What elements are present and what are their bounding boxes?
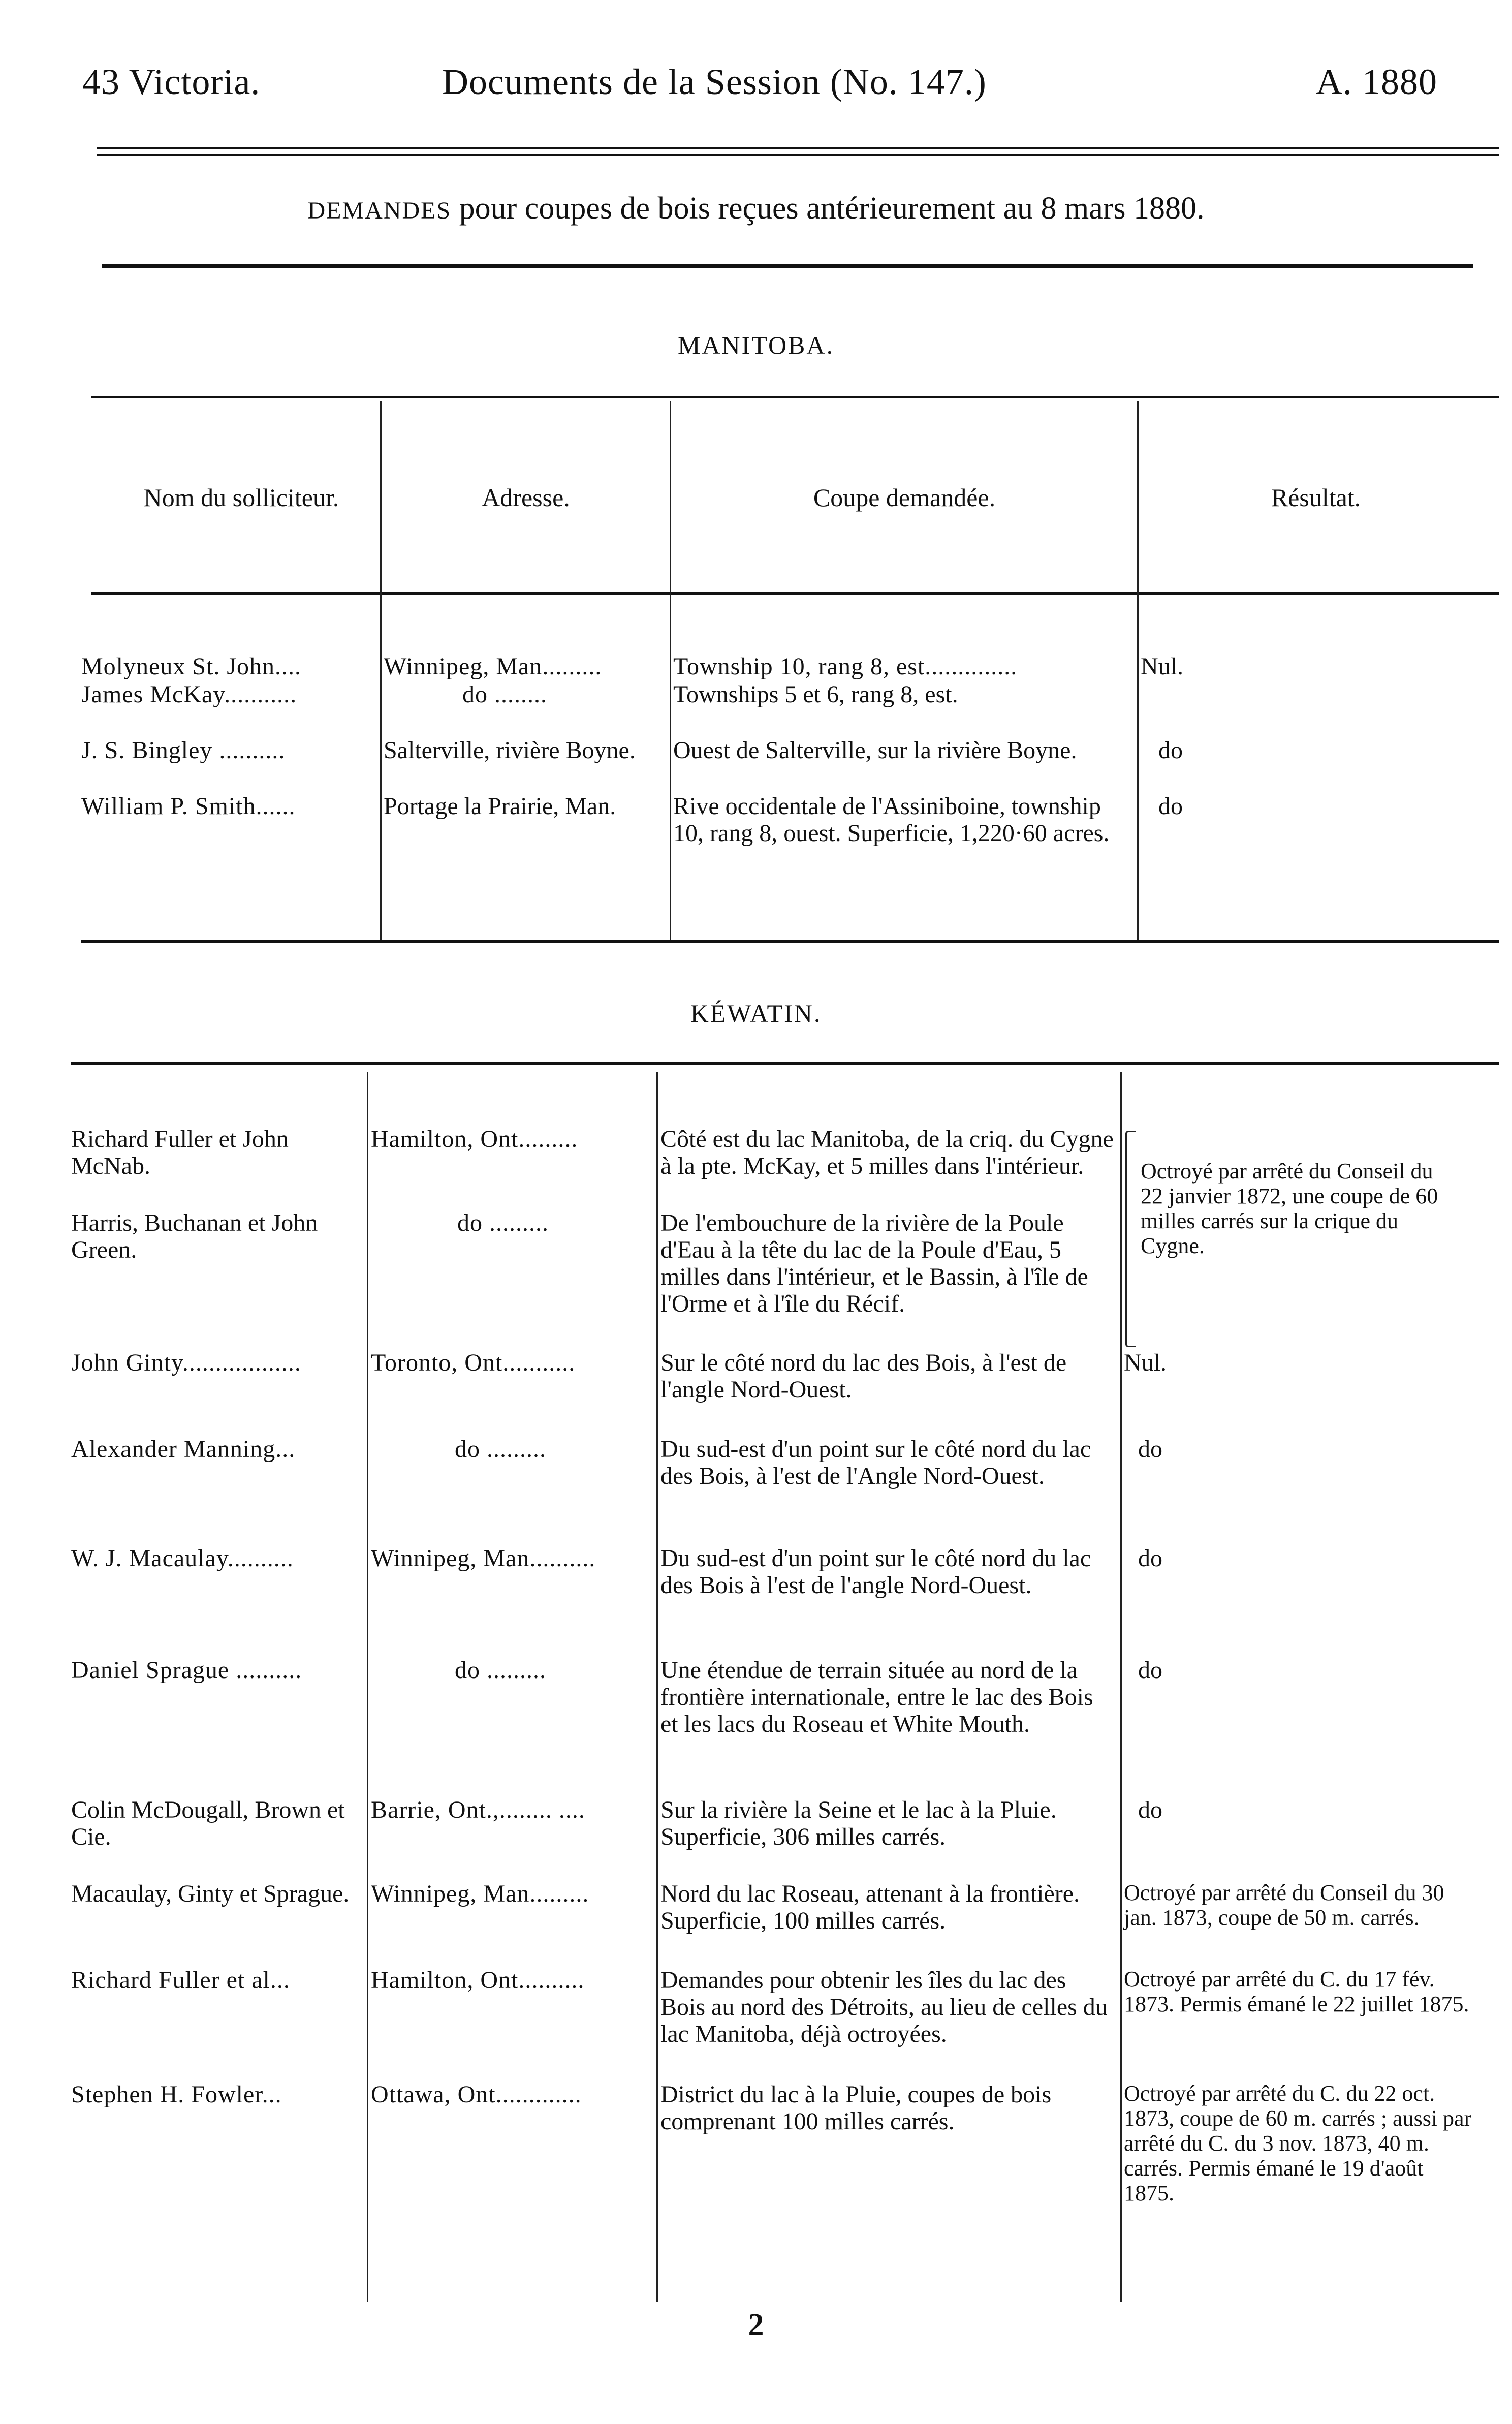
kewatin-row-10-name: Stephen H. Fowler...: [71, 2081, 282, 2108]
kewatin-row-9-address: Hamilton, Ont..........: [371, 1967, 585, 1994]
manitoba-row-3-cut: Ouest de Salterville, sur la rivière Boyne.: [673, 737, 1077, 764]
kewatin-row-1-name: Richard Fuller et John McNab.: [71, 1126, 289, 1179]
kewatin-row-3-result: Nul.: [1124, 1349, 1167, 1376]
kewatin-row-1-cut: Côté est du lac Manitoba, de la criq. du Cygne à la pte. McKay, et 5 milles dans l'intérieur.: [660, 1126, 1114, 1179]
kewatin-row-5-cut: Du sud-est d'un point sur le côté nord du lac des Bois à l'est de l'angle Nord-Ouest.: [660, 1545, 1091, 1599]
kewatin-row-7-name: Colin McDougall, Brown et Cie.: [71, 1796, 345, 1850]
kewatin-row-9-name: Richard Fuller et al...: [71, 1967, 290, 1994]
kewatin-col-divider-2: [656, 1072, 658, 2302]
kewatin-row-5-address: Winnipeg, Man..........: [371, 1545, 596, 1572]
kewatin-row-1-address: Hamilton, Ont.........: [371, 1126, 578, 1153]
result-brace: [1125, 1131, 1136, 1347]
manitoba-bottom-rule: [81, 940, 1499, 943]
kewatin-row-7-result: do: [1138, 1796, 1162, 1823]
kewatin-row-4-name: Alexander Manning...: [71, 1436, 296, 1463]
header-session: 43 Victoria.: [82, 61, 261, 102]
title-rule: [102, 264, 1473, 268]
kewatin-row-8-cut: Nord du lac Roseau, attenant à la frontière. Superficie, 100 milles carrés.: [660, 1880, 1080, 1934]
column-header-name: Nom du solliciteur.: [143, 483, 339, 512]
manitoba-row-1-name: Molyneux St. John....: [81, 653, 302, 680]
kewatin-row-6-name: Daniel Sprague ..........: [71, 1657, 302, 1684]
kewatin-row-5-name: W. J. Macaulay..........: [71, 1545, 294, 1572]
manitoba-row-4-result: do: [1158, 793, 1183, 820]
header-rule-thin: [97, 154, 1499, 156]
header-rule-thick: [97, 147, 1499, 149]
kewatin-row-8-name: Macaulay, Ginty et Sprague.: [71, 1880, 350, 1907]
manitoba-col-divider-1: [380, 401, 382, 940]
kewatin-row-10-cut: District du lac à la Pluie, coupes de bois comprenant 100 milles carrés.: [660, 2081, 1052, 2135]
column-header-cut: Coupe demandée.: [813, 483, 996, 512]
kewatin-row-2-name: Harris, Buchanan et John Green.: [71, 1209, 318, 1263]
kewatin-row-8-address: Winnipeg, Man.........: [371, 1880, 589, 1907]
kewatin-row-6-cut: Une étendue de terrain située au nord de la frontière internationale, entre le lac des Bois et les lacs du Roseau et White Mouth.: [660, 1657, 1093, 1737]
title-first-word: DEMANDES: [307, 197, 452, 224]
page-number: 2: [748, 2308, 764, 2342]
manitoba-row-3-address: Salterville, rivière Boyne.: [384, 737, 636, 764]
kewatin-col-divider-3: [1120, 1072, 1122, 2302]
kewatin-row-7-cut: Sur la rivière la Seine et le lac à la Pluie. Superficie, 306 milles carrés.: [660, 1796, 1057, 1850]
column-header-address: Adresse.: [482, 483, 570, 512]
manitoba-top-rule: [91, 396, 1499, 398]
manitoba-row-2-name: James McKay...........: [81, 681, 297, 708]
manitoba-row-3-result: do: [1158, 737, 1183, 764]
kewatin-row-3-name: John Ginty..................: [71, 1349, 301, 1376]
kewatin-row-3-address: Toronto, Ont...........: [371, 1349, 576, 1376]
manitoba-row-4-cut: Rive occidentale de l'Assiniboine, township 10, rang 8, ouest. Superficie, 1,220·60 acres.: [673, 793, 1110, 847]
manitoba-row-2-cut: Townships 5 et 6, rang 8, est.: [673, 681, 958, 708]
kewatin-row-9-cut: Demandes pour obtenir les îles du lac des Bois au nord des Détroits, au lieu de celles du lac Manitoba, déjà octroyées.: [660, 1967, 1108, 2047]
page-title: [0, 191, 1512, 227]
kewatin-top-rule: [71, 1062, 1499, 1065]
kewatin-row-3-cut: Sur le côté nord du lac des Bois, à l'est de l'angle Nord-Ouest.: [660, 1349, 1067, 1403]
kewatin-row-4-result: do: [1138, 1436, 1162, 1463]
header-documents: Documents de la Session (No. 147.): [442, 61, 987, 102]
kewatin-row-2-address: do .........: [457, 1209, 549, 1236]
section-kewatin: KÉWATIN.: [690, 999, 822, 1028]
kewatin-row-8-result: Octroyé par arrêté du Conseil du 30 jan. 1873, coupe de 50 m. carrés.: [1124, 1880, 1444, 1930]
kewatin-col-divider-1: [367, 1072, 368, 2302]
kewatin-row-4-cut: Du sud-est d'un point sur le côté nord du lac des Bois, à l'est de l'Angle Nord-Ouest.: [660, 1436, 1091, 1489]
manitoba-row-1-cut: Township 10, rang 8, est..............: [673, 653, 1018, 680]
title-rest: pour coupes de bois reçues antérieurement au 8 mars 1880.: [459, 191, 1205, 226]
column-header-rule: [91, 592, 1499, 595]
manitoba-row-1-result: Nul.: [1141, 653, 1183, 680]
manitoba-col-divider-3: [1137, 401, 1139, 940]
manitoba-row-2-address: do ........: [462, 681, 547, 708]
manitoba-row-3-name: J. S. Bingley ..........: [81, 737, 286, 764]
column-header-result: Résultat.: [1271, 483, 1361, 512]
kewatin-row-6-result: do: [1138, 1657, 1162, 1684]
manitoba-col-divider-2: [670, 401, 671, 940]
manitoba-row-1-address: Winnipeg, Man.........: [384, 653, 602, 680]
kewatin-row-2-cut: De l'embouchure de la rivière de la Poule d'Eau à la tête du lac de la Poule d'Eau, 5 milles dans l'intérieur, et le Bassin, à l'île de l'Orme et à l'île du Récif.: [660, 1209, 1088, 1317]
header-year: A. 1880: [1316, 61, 1437, 102]
kewatin-row-4-address: do .........: [455, 1436, 546, 1463]
bracketed-result: Octroyé par arrêté du Conseil du 22 janvier 1872, une coupe de 60 milles carrés sur la crique du Cygne.: [1141, 1159, 1438, 1258]
kewatin-row-10-address: Ottawa, Ont.............: [371, 2081, 582, 2108]
kewatin-row-6-address: do .........: [455, 1657, 546, 1684]
manitoba-row-4-address: Portage la Prairie, Man.: [384, 793, 616, 820]
kewatin-row-10-result: Octroyé par arrêté du C. du 22 oct. 1873, coupe de 60 m. carrés ; aussi par arrêté du C. du 3 nov. 1873, 40 m. carrés. Permis émané le 19 d'août 1875.: [1124, 2081, 1472, 2205]
kewatin-row-5-result: do: [1138, 1545, 1162, 1572]
manitoba-row-4-name: William P. Smith......: [81, 793, 296, 820]
kewatin-row-7-address: Barrie, Ont.,........ ....: [371, 1796, 585, 1823]
kewatin-row-9-result: Octroyé par arrêté du C. du 17 fév. 1873. Permis émané le 22 juillet 1875.: [1124, 1967, 1469, 2016]
section-manitoba: MANITOBA.: [677, 331, 835, 359]
